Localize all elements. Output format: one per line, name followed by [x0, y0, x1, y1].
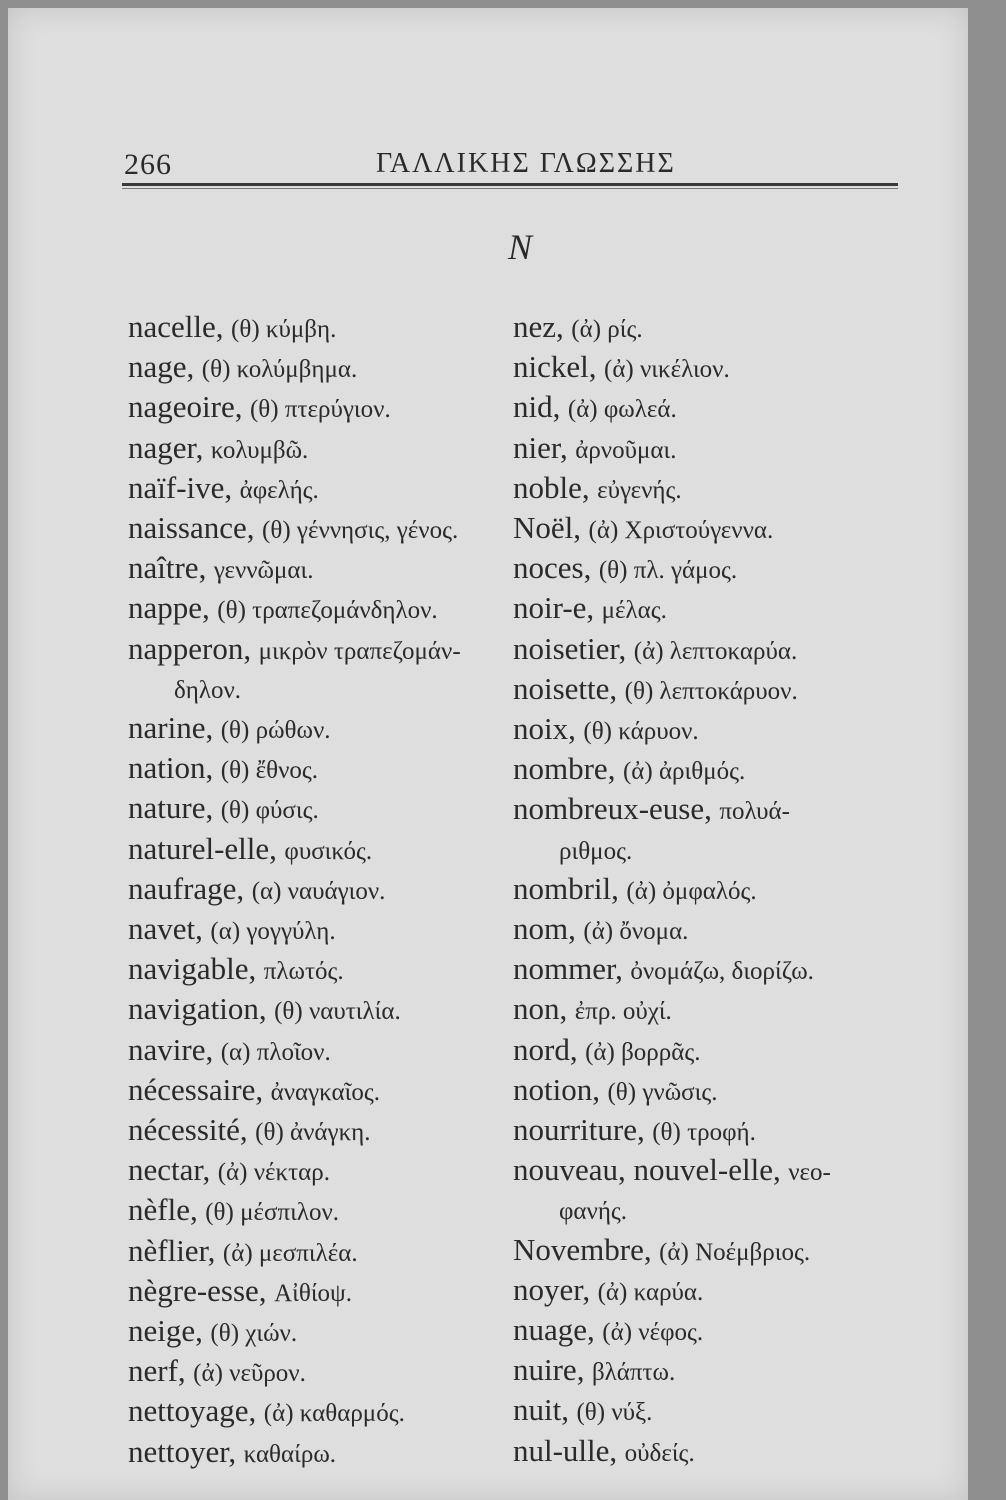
entry-headword: nombre,	[513, 751, 616, 787]
entry-headword: navigable,	[128, 951, 257, 987]
dictionary-entry	[128, 1111, 508, 1151]
entry-headword: nuit,	[513, 1392, 569, 1428]
dictionary-entry	[513, 710, 913, 750]
entry-translation: ἐπρ. οὐχί.	[574, 998, 672, 1026]
entry-headword: noir-e,	[513, 590, 595, 626]
entry-translation: (ἀ) Νοέμβριος.	[659, 1238, 811, 1266]
entry-translation: (ἀ) νέκταρ.	[217, 1159, 331, 1187]
dictionary-entry	[513, 1271, 913, 1311]
entry-translation: πλωτός.	[263, 958, 344, 986]
entry-headword: nèfle,	[128, 1192, 198, 1228]
dictionary-entry	[513, 1231, 913, 1271]
entry-translation: (θ) κάρυον.	[583, 718, 699, 746]
dictionary-entry	[128, 1312, 508, 1352]
dictionary-entry	[128, 1392, 508, 1432]
dictionary-entry	[128, 308, 508, 348]
entry-translation: ἀφελής.	[239, 476, 319, 504]
dictionary-entry	[513, 1311, 913, 1351]
book-page	[8, 8, 968, 1500]
dictionary-entry	[128, 1232, 508, 1272]
entry-translation: (ἀ) ὄνομα.	[583, 918, 689, 946]
entry-translation: (θ) κολύμβημα.	[201, 356, 358, 384]
dictionary-entry	[513, 549, 913, 589]
entry-translation: (α) γογγύλη.	[210, 918, 336, 946]
dictionary-entry	[128, 589, 508, 629]
entry-translation: ἀρνοῦμαι.	[575, 436, 677, 464]
dictionary-entry	[513, 630, 913, 670]
dictionary-entry	[128, 1151, 508, 1191]
entry-headword: noisetier,	[513, 630, 627, 666]
entry-translation: δηλον.	[174, 676, 242, 704]
dictionary-entry	[513, 990, 913, 1030]
entry-headword: nager,	[128, 429, 204, 465]
entry-translation: (θ) ναυτιλία.	[274, 998, 401, 1026]
entry-headword: nation,	[128, 750, 214, 786]
dictionary-entry	[513, 1031, 913, 1071]
entry-headword: nommer,	[513, 951, 623, 987]
dictionary-entry	[513, 1111, 913, 1151]
entry-translation: (θ) τροφή.	[652, 1119, 756, 1147]
entry-headword: non,	[513, 991, 568, 1027]
dictionary-entry	[513, 750, 913, 790]
entry-headword: nature,	[128, 790, 214, 826]
section-letter: N	[508, 227, 533, 267]
entry-headword: nuire,	[513, 1352, 585, 1388]
dictionary-entry	[513, 429, 913, 469]
entry-headword: nèflier,	[128, 1232, 216, 1268]
entry-translation: καθαίρω.	[243, 1440, 337, 1468]
entry-translation: (θ) ἀνάγκη.	[255, 1119, 371, 1147]
entry-translation: Αἰθίοψ.	[274, 1279, 352, 1307]
dictionary-entry	[128, 1272, 508, 1312]
entry-translation: (θ) ρώθων.	[220, 717, 331, 745]
entry-translation: (θ) φύσις.	[220, 797, 319, 825]
entry-translation: (θ) νύξ.	[576, 1399, 653, 1427]
entry-headword: naufrage,	[128, 870, 245, 906]
entry-headword: naître,	[128, 550, 207, 586]
entry-translation: (θ) πτερύγιον.	[249, 396, 391, 424]
entry-translation: μικρὸν τραπεζομάν-	[258, 637, 461, 665]
dictionary-entry	[513, 870, 913, 910]
entry-headword: nettoyer,	[128, 1433, 237, 1469]
entry-translation: (θ) μέσπιλον.	[205, 1199, 339, 1227]
entry-translation: κολυμβῶ.	[210, 436, 309, 464]
entry-headword: Novembre,	[513, 1231, 652, 1267]
dictionary-entry	[128, 870, 508, 910]
entry-translation: οὐδείς.	[624, 1439, 695, 1467]
entry-translation: φυσικός.	[284, 837, 373, 865]
entry-translation: ἀναγκαῖος.	[270, 1078, 381, 1106]
dictionary-entry	[513, 1151, 913, 1191]
entry-headword: napperon,	[128, 630, 252, 666]
entry-headword: nerf,	[128, 1353, 186, 1389]
entry-headword: nombril,	[513, 870, 619, 906]
entry-headword: nappe,	[128, 590, 210, 626]
dictionary-entry-continuation	[513, 831, 913, 870]
left-column	[128, 308, 508, 1473]
entry-translation: (θ) τραπεζομάνδηλον.	[217, 597, 438, 625]
dictionary-entry	[128, 1191, 508, 1231]
entry-headword: nul-ulle,	[513, 1432, 618, 1468]
entry-translation: ριθμος.	[559, 837, 633, 865]
entry-headword: noisette,	[513, 670, 618, 706]
entry-translation: εὐγενής.	[597, 476, 682, 504]
entry-translation: (ἀ) ἀριθμός.	[622, 758, 746, 786]
entry-headword: nuage,	[513, 1312, 595, 1348]
entry-headword: nord,	[513, 1031, 578, 1067]
dictionary-entry-continuation	[513, 1191, 913, 1230]
dictionary-entry	[513, 469, 913, 509]
entry-headword: nettoyage,	[128, 1393, 257, 1429]
entry-headword: nécessité,	[128, 1112, 248, 1148]
dictionary-entry	[513, 1071, 913, 1111]
dictionary-entry	[128, 1031, 508, 1071]
entry-translation: (θ) γνῶσις.	[607, 1078, 718, 1106]
entry-headword: nez,	[513, 309, 564, 344]
dictionary-entry	[128, 789, 508, 829]
entry-translation: (ἀ) μεσπιλέα.	[222, 1239, 358, 1267]
entry-headword: nage,	[128, 349, 195, 385]
entry-headword: navet,	[128, 911, 203, 947]
dictionary-entry	[128, 1071, 508, 1111]
entry-headword: naïf-ive,	[128, 469, 233, 505]
entry-headword: nécessaire,	[128, 1071, 264, 1107]
entry-translation: (ἀ) βορρᾶς.	[585, 1038, 701, 1066]
entry-translation: (ἀ) ὀμφαλός.	[626, 877, 757, 905]
dictionary-entry	[513, 950, 913, 990]
dictionary-entry	[513, 670, 913, 710]
entry-translation: (θ) κύμβη.	[231, 316, 337, 343]
dictionary-entry	[513, 589, 913, 629]
dictionary-entry	[513, 910, 913, 950]
dictionary-entry	[128, 709, 508, 749]
entry-translation: (ἀ) λεπτοκαρύα.	[633, 637, 798, 665]
entry-headword: navire,	[128, 1031, 214, 1067]
dictionary-entry-continuation	[128, 670, 508, 709]
dictionary-entry	[128, 990, 508, 1030]
dictionary-entry	[128, 348, 508, 388]
entry-headword: nègre-esse,	[128, 1272, 267, 1308]
entry-translation: πολυά-	[719, 798, 790, 826]
right-column	[513, 308, 913, 1472]
entry-headword: nectar,	[128, 1152, 211, 1188]
entry-headword: nageoire,	[128, 389, 243, 425]
dictionary-entry	[513, 1391, 913, 1431]
entry-translation: (ἀ) ρίς.	[571, 316, 643, 343]
entry-translation: ὀνομάζω, διορίζω.	[630, 958, 814, 986]
header-rule	[122, 183, 898, 186]
entry-translation: (θ) πλ. γάμος.	[598, 557, 738, 585]
dictionary-entry	[513, 790, 913, 830]
entry-translation: νεο-	[788, 1159, 831, 1187]
entry-translation: (θ) χιών.	[210, 1320, 298, 1348]
dictionary-entry	[513, 348, 913, 388]
dictionary-entry	[513, 1432, 913, 1472]
header-rule-thin	[122, 188, 898, 189]
dictionary-entry	[128, 749, 508, 789]
entry-headword: narine,	[128, 710, 214, 746]
entry-headword: Noël,	[513, 510, 582, 546]
entry-headword: noces,	[513, 550, 592, 586]
entry-headword: naissance,	[128, 510, 255, 546]
entry-translation: (α) πλοῖον.	[220, 1038, 331, 1066]
entry-translation: (ἀ) καθαρμός.	[263, 1400, 405, 1428]
dictionary-entry	[128, 388, 508, 428]
dictionary-entry	[513, 308, 913, 348]
entry-headword: navigation,	[128, 991, 267, 1027]
entry-headword: noix,	[513, 711, 576, 747]
dictionary-entry	[128, 630, 508, 670]
entry-headword: nid,	[513, 389, 561, 425]
dictionary-entry	[128, 1433, 508, 1473]
entry-headword: noyer,	[513, 1271, 591, 1307]
entry-headword: neige,	[128, 1313, 203, 1349]
entry-translation: γεννῶμαι.	[213, 557, 314, 585]
dictionary-entry	[513, 509, 913, 549]
entry-translation: (ἀ) Χριστούγεννα.	[588, 517, 774, 545]
entry-headword: nom,	[513, 911, 576, 947]
entry-headword: nier,	[513, 429, 568, 465]
dictionary-entry	[128, 549, 508, 589]
entry-translation: βλάπτω.	[591, 1359, 676, 1387]
dictionary-entry	[513, 1351, 913, 1391]
entry-headword: noble,	[513, 469, 590, 505]
entry-translation: (ἀ) νικέλιον.	[604, 356, 730, 384]
entry-headword: nacelle,	[128, 309, 224, 344]
entry-headword: nouveau, nouvel-elle,	[513, 1152, 781, 1188]
entry-headword: nickel,	[513, 349, 597, 385]
running-title: ΓΑΛΛΙΚΗΣ ΓΛΩΣΣΗΣ	[376, 148, 676, 179]
entry-headword: naturel-elle,	[128, 830, 277, 866]
entry-translation: (α) ναυάγιον.	[251, 877, 386, 905]
entry-translation: (θ) γέννησις, γένος.	[262, 517, 459, 545]
entry-translation: φανής.	[559, 1198, 628, 1226]
entry-translation: (ἀ) νεῦρον.	[193, 1360, 306, 1388]
dictionary-entry	[128, 950, 508, 990]
entry-translation: (ἀ) φωλεά.	[567, 396, 677, 424]
entry-translation: (ἀ) νέφος.	[602, 1319, 704, 1347]
dictionary-entry	[128, 509, 508, 549]
entry-headword: nourriture,	[513, 1112, 645, 1148]
entry-translation: (θ) ἔθνος.	[220, 757, 319, 785]
dictionary-entry	[128, 1352, 508, 1392]
dictionary-entry	[128, 910, 508, 950]
entry-headword: notion,	[513, 1071, 600, 1107]
entry-translation: (ἀ) καρύα.	[597, 1278, 704, 1306]
entry-translation: (θ) λεπτοκάρυον.	[624, 677, 798, 705]
dictionary-entry	[128, 429, 508, 469]
entry-translation: μέλας.	[601, 597, 667, 625]
dictionary-entry	[513, 388, 913, 428]
dictionary-entry	[128, 830, 508, 870]
entry-headword: nombreux-euse,	[513, 791, 712, 827]
page-number: 266	[124, 148, 172, 181]
dictionary-entry	[128, 469, 508, 509]
